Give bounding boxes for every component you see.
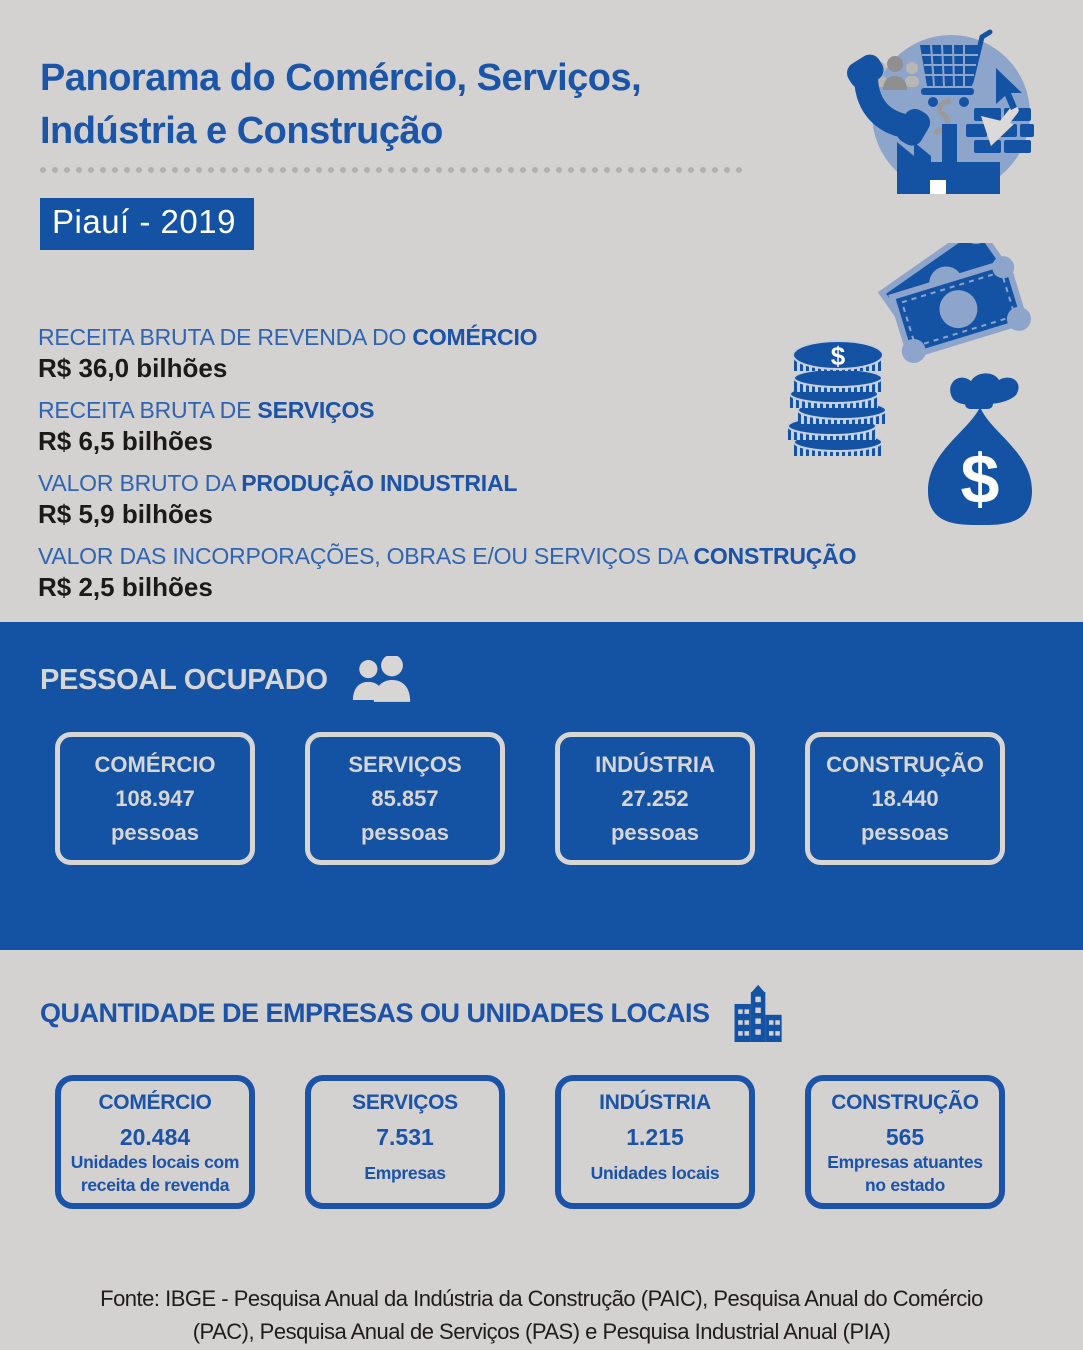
metric-label: RECEITA BRUTA DE REVENDA DO COMÉRCIO (38, 324, 538, 350)
pessoal-ocupado-cards (55, 732, 1083, 865)
card-title: SERVIÇOS (348, 751, 462, 777)
card-value: 108.947 (115, 785, 195, 811)
card-value: 18.440 (871, 785, 939, 811)
card-value: 1.215 (626, 1124, 684, 1150)
card-title: INDÚSTRIA (595, 751, 715, 777)
card-unit: pessoas (610, 819, 700, 845)
card-unit: Empresas atuantes no estado (827, 1152, 983, 1195)
metric-value: R$ 5,9 bilhões (38, 499, 213, 529)
card-value: 27.252 (621, 785, 689, 811)
card-unit: Empresas (364, 1162, 446, 1183)
card-unit: pessoas (360, 819, 450, 845)
card-empresas-servicos (305, 1075, 505, 1209)
banknotes-icon (871, 243, 1034, 366)
card-pessoal-construcao (805, 732, 1005, 865)
card-title: COMÉRCIO (94, 751, 216, 777)
metric-label: VALOR DAS INCORPORAÇÕES, OBRAS E/OU SERVIÇOS DA CONSTRUÇÃO (38, 543, 857, 569)
metric-comercio (38, 324, 856, 384)
metric-value: R$ 2,5 bilhões (38, 572, 213, 602)
card-empresas-comercio (55, 1075, 255, 1209)
pessoal-ocupado-header (40, 656, 1083, 704)
coin-stack-icon (788, 341, 886, 456)
card-pessoal-industria (555, 732, 755, 865)
pessoal-ocupado-section (0, 622, 1083, 950)
empresas-cards (55, 1075, 1083, 1209)
source-note (0, 1282, 1083, 1348)
card-empresas-industria (555, 1075, 755, 1209)
source-note-line1: Fonte: IBGE - Pesquisa Anual da Indústria da Construção (PAIC), Pesquisa Anual do Comércio (100, 1286, 983, 1311)
card-title: INDÚSTRIA (599, 1091, 711, 1114)
page-title (40, 52, 641, 158)
card-pessoal-servicos (305, 732, 505, 865)
metrics-list (38, 324, 856, 603)
empresas-heading: QUANTIDADE DE EMPRESAS OU UNIDADES LOCAIS (40, 997, 710, 1028)
card-pessoal-comercio (55, 732, 255, 865)
card-value: 85.857 (371, 785, 439, 811)
empresas-header (40, 983, 1083, 1043)
money-bag-icon (928, 373, 1032, 525)
source-note-line2: (PAC), Pesquisa Anual de Serviços (PAS) e Pesquisa Industrial Anual (PIA) (192, 1319, 891, 1344)
metric-label: RECEITA BRUTA DE SERVIÇOS (38, 397, 375, 423)
commerce-services-industry-construction-icon (833, 12, 1071, 214)
metric-value: R$ 36,0 bilhões (38, 353, 228, 383)
dotted-divider (40, 166, 748, 174)
metric-servicos (38, 397, 856, 457)
money-illustration (770, 243, 1070, 548)
card-unit: Unidades locais (590, 1162, 720, 1183)
empresas-section (0, 975, 1083, 1209)
card-value: 565 (885, 1124, 925, 1150)
svg-text:$: $ (830, 341, 846, 371)
page-title-line1: Panorama do Comércio, Serviços, (40, 57, 642, 99)
metric-label: VALOR BRUTO DA PRODUÇÃO INDUSTRIAL (38, 470, 518, 496)
region-year-badge: Piauí - 2019 (40, 198, 254, 250)
metric-industria (38, 470, 856, 530)
card-value: 7.531 (376, 1124, 434, 1150)
building-icon (730, 983, 788, 1043)
page-title-line2: Indústria e Construção (40, 110, 443, 153)
card-unit: pessoas (860, 819, 950, 845)
card-unit: Unidades locais com receita de revenda (70, 1152, 240, 1195)
people-icon (352, 656, 412, 704)
hero-illustration (833, 12, 1071, 219)
card-title: CONSTRUÇÃO (826, 751, 984, 777)
card-title: COMÉRCIO (98, 1091, 212, 1114)
card-empresas-construcao (805, 1075, 1005, 1209)
metric-construcao (38, 543, 856, 603)
svg-text:$: $ (960, 440, 1000, 518)
metric-value: R$ 6,5 bilhões (38, 426, 213, 456)
card-value: 20.484 (119, 1124, 191, 1150)
pessoal-ocupado-heading: PESSOAL OCUPADO (40, 663, 328, 696)
card-title: CONSTRUÇÃO (831, 1091, 979, 1114)
card-title: SERVIÇOS (352, 1091, 458, 1114)
card-unit: pessoas (110, 819, 200, 845)
